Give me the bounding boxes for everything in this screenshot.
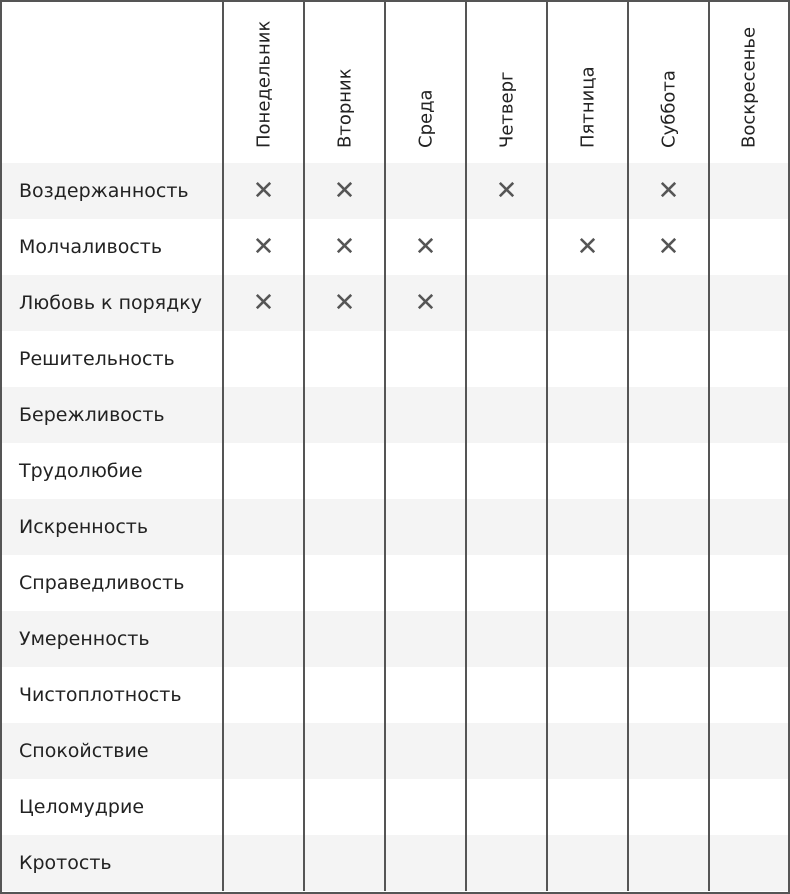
day-cell[interactable] bbox=[466, 387, 547, 443]
day-header-sunday bbox=[709, 2, 788, 163]
cross-mark-icon: ✕ bbox=[333, 176, 356, 206]
day-cell[interactable] bbox=[628, 723, 709, 779]
day-cell[interactable] bbox=[628, 387, 709, 443]
table-row bbox=[2, 163, 788, 219]
day-cell[interactable] bbox=[547, 835, 628, 891]
day-cell[interactable] bbox=[385, 443, 466, 499]
day-cell[interactable] bbox=[466, 723, 547, 779]
day-label: Пятница bbox=[577, 66, 598, 148]
day-label: Суббота bbox=[658, 70, 679, 148]
virtue-name: Спокойствие bbox=[2, 723, 223, 779]
table-row bbox=[2, 611, 788, 667]
virtue-name: Искренность bbox=[2, 499, 223, 555]
day-cell[interactable] bbox=[304, 723, 385, 779]
table-row bbox=[2, 835, 788, 891]
day-cell[interactable] bbox=[709, 723, 788, 779]
day-cell[interactable] bbox=[385, 779, 466, 835]
day-cell[interactable] bbox=[466, 835, 547, 891]
virtue-name: Чистоплотность bbox=[2, 667, 223, 723]
day-cell[interactable] bbox=[709, 779, 788, 835]
day-cell[interactable] bbox=[304, 219, 385, 275]
cross-mark-icon: ✕ bbox=[657, 232, 680, 262]
day-cell[interactable] bbox=[304, 555, 385, 611]
day-cell[interactable] bbox=[709, 667, 788, 723]
day-cell[interactable] bbox=[628, 667, 709, 723]
cross-mark-icon: ✕ bbox=[333, 232, 356, 262]
day-cell[interactable] bbox=[466, 331, 547, 387]
day-cell[interactable] bbox=[709, 443, 788, 499]
day-cell[interactable] bbox=[628, 219, 709, 275]
day-header-wednesday bbox=[385, 2, 466, 163]
day-cell[interactable] bbox=[304, 499, 385, 555]
day-cell[interactable] bbox=[709, 835, 788, 891]
day-cell[interactable] bbox=[385, 163, 466, 219]
day-cell[interactable] bbox=[466, 611, 547, 667]
virtue-name: Трудолюбие bbox=[2, 443, 223, 499]
virtues-table bbox=[2, 2, 788, 891]
cross-mark-icon: ✕ bbox=[252, 176, 275, 206]
day-cell[interactable] bbox=[223, 611, 304, 667]
day-header-thursday bbox=[466, 2, 547, 163]
day-cell[interactable] bbox=[628, 555, 709, 611]
day-label: Среда bbox=[415, 89, 436, 148]
virtue-name: Решительность bbox=[2, 331, 223, 387]
day-cell[interactable] bbox=[628, 835, 709, 891]
day-cell[interactable] bbox=[223, 443, 304, 499]
day-cell[interactable] bbox=[628, 779, 709, 835]
day-cell[interactable] bbox=[385, 611, 466, 667]
table-row bbox=[2, 275, 788, 331]
table-row bbox=[2, 387, 788, 443]
virtue-name: Справедливость bbox=[2, 555, 223, 611]
cross-mark-icon: ✕ bbox=[576, 232, 599, 262]
table-row bbox=[2, 331, 788, 387]
day-cell[interactable] bbox=[385, 387, 466, 443]
day-cell[interactable] bbox=[709, 611, 788, 667]
day-cell[interactable] bbox=[709, 387, 788, 443]
day-cell[interactable] bbox=[547, 611, 628, 667]
cross-mark-icon: ✕ bbox=[657, 176, 680, 206]
virtue-name: Воздержанность bbox=[2, 163, 223, 219]
day-cell[interactable] bbox=[223, 555, 304, 611]
day-cell[interactable] bbox=[466, 219, 547, 275]
table-row bbox=[2, 667, 788, 723]
day-cell[interactable] bbox=[385, 331, 466, 387]
virtue-name: Любовь к порядку bbox=[2, 275, 223, 331]
table-row bbox=[2, 499, 788, 555]
day-cell[interactable] bbox=[709, 219, 788, 275]
day-cell[interactable] bbox=[304, 443, 385, 499]
day-cell[interactable] bbox=[304, 275, 385, 331]
day-cell[interactable] bbox=[466, 443, 547, 499]
day-cell[interactable] bbox=[466, 163, 547, 219]
day-cell[interactable] bbox=[466, 667, 547, 723]
day-header-tuesday bbox=[304, 2, 385, 163]
virtue-name: Целомудрие bbox=[2, 779, 223, 835]
table-row bbox=[2, 723, 788, 779]
cross-mark-icon: ✕ bbox=[414, 288, 437, 318]
day-cell[interactable] bbox=[223, 163, 304, 219]
header-row bbox=[2, 2, 788, 163]
table-row bbox=[2, 779, 788, 835]
day-cell[interactable] bbox=[385, 723, 466, 779]
cross-mark-icon: ✕ bbox=[252, 288, 275, 318]
table-row bbox=[2, 219, 788, 275]
day-cell[interactable] bbox=[547, 163, 628, 219]
day-cell[interactable] bbox=[223, 835, 304, 891]
table-row bbox=[2, 555, 788, 611]
day-label: Вторник bbox=[334, 68, 355, 148]
day-cell[interactable] bbox=[709, 275, 788, 331]
day-cell[interactable] bbox=[547, 331, 628, 387]
day-cell[interactable] bbox=[547, 443, 628, 499]
virtue-name: Умеренность bbox=[2, 611, 223, 667]
day-cell[interactable] bbox=[709, 499, 788, 555]
virtue-header-blank bbox=[2, 2, 223, 163]
cross-mark-icon: ✕ bbox=[414, 232, 437, 262]
day-cell[interactable] bbox=[223, 331, 304, 387]
day-cell[interactable] bbox=[304, 667, 385, 723]
day-cell[interactable] bbox=[304, 835, 385, 891]
day-cell[interactable] bbox=[547, 779, 628, 835]
day-cell[interactable] bbox=[628, 275, 709, 331]
day-cell[interactable] bbox=[223, 723, 304, 779]
day-cell[interactable] bbox=[709, 555, 788, 611]
day-label: Четверг bbox=[496, 71, 517, 148]
day-cell[interactable] bbox=[547, 723, 628, 779]
day-header-friday bbox=[547, 2, 628, 163]
day-cell[interactable] bbox=[628, 163, 709, 219]
day-header-monday bbox=[223, 2, 304, 163]
day-cell[interactable] bbox=[304, 387, 385, 443]
day-cell[interactable] bbox=[547, 555, 628, 611]
virtue-name: Молчаливость bbox=[2, 219, 223, 275]
day-cell[interactable] bbox=[385, 219, 466, 275]
day-cell[interactable] bbox=[385, 499, 466, 555]
day-cell[interactable] bbox=[385, 835, 466, 891]
day-cell[interactable] bbox=[304, 331, 385, 387]
day-cell[interactable] bbox=[466, 555, 547, 611]
day-cell[interactable] bbox=[628, 331, 709, 387]
day-cell[interactable] bbox=[709, 163, 788, 219]
day-cell[interactable] bbox=[709, 331, 788, 387]
day-label: Воскресенье bbox=[738, 26, 760, 148]
day-cell[interactable] bbox=[223, 219, 304, 275]
day-cell[interactable] bbox=[547, 387, 628, 443]
day-cell[interactable] bbox=[223, 499, 304, 555]
cross-mark-icon: ✕ bbox=[333, 288, 356, 318]
day-label: Понедельник bbox=[253, 20, 274, 148]
day-cell[interactable] bbox=[628, 499, 709, 555]
day-header-saturday bbox=[628, 2, 709, 163]
table-row bbox=[2, 443, 788, 499]
virtue-rows bbox=[2, 163, 788, 891]
day-cell[interactable] bbox=[304, 163, 385, 219]
day-cell[interactable] bbox=[304, 611, 385, 667]
day-cell[interactable] bbox=[304, 779, 385, 835]
day-cell[interactable] bbox=[547, 499, 628, 555]
day-cell[interactable] bbox=[223, 387, 304, 443]
day-cell[interactable] bbox=[547, 219, 628, 275]
cross-mark-icon: ✕ bbox=[252, 232, 275, 262]
day-cell[interactable] bbox=[466, 275, 547, 331]
day-cell[interactable] bbox=[547, 667, 628, 723]
day-cell[interactable] bbox=[223, 275, 304, 331]
day-cell[interactable] bbox=[385, 555, 466, 611]
day-cell[interactable] bbox=[628, 443, 709, 499]
day-cell[interactable] bbox=[466, 499, 547, 555]
day-cell[interactable] bbox=[223, 667, 304, 723]
day-cell[interactable] bbox=[466, 779, 547, 835]
virtue-name: Кротость bbox=[2, 835, 223, 891]
day-cell[interactable] bbox=[223, 779, 304, 835]
day-cell[interactable] bbox=[628, 611, 709, 667]
day-cell[interactable] bbox=[385, 667, 466, 723]
day-cell[interactable] bbox=[547, 275, 628, 331]
day-cell[interactable] bbox=[385, 275, 466, 331]
cross-mark-icon: ✕ bbox=[495, 176, 518, 206]
virtue-name: Бережливость bbox=[2, 387, 223, 443]
